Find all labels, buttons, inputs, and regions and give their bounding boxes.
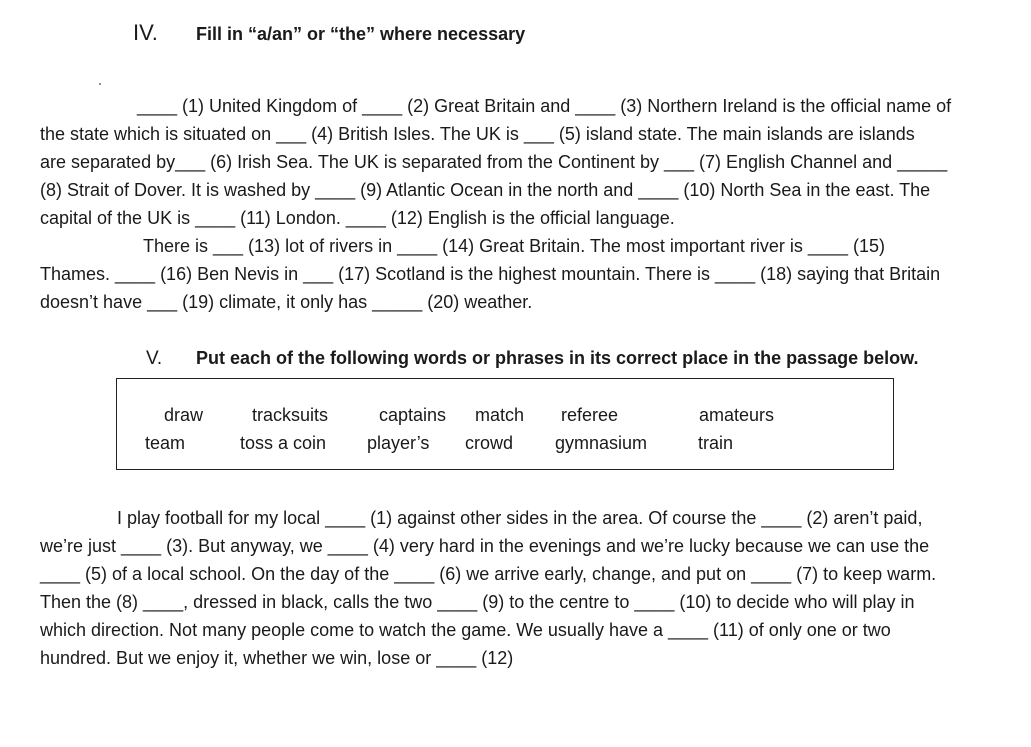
- section-5-line: we’re just ____ (3). But anyway, we ____ (4) very hard in the evenings and we’re lucky because we can use the: [40, 536, 930, 556]
- word-train: train: [698, 433, 734, 453]
- word-gymnasium: gymnasium: [555, 433, 648, 453]
- word-players: player’s: [367, 433, 430, 453]
- section-4-line: doesn’t have ___ (19) climate, it only has _____ (20) weather.: [40, 292, 533, 312]
- section-4-line: Thames. ____ (16) Ben Nevis in ___ (17) Scotland is the highest mountain. There is ____ (18) saying that Britain: [40, 264, 941, 284]
- section-4-line: (8) Strait of Dover. It is washed by ____ (9) Atlantic Ocean in the north and ____ (10) North Sea in the east. The: [40, 180, 931, 200]
- section-5-number: V.: [146, 348, 163, 369]
- word-box: [116, 378, 894, 470]
- section-4-number: IV.: [133, 20, 158, 45]
- section-4-title: Fill in “a/an” or “the” where necessary: [196, 24, 526, 44]
- word-toss-a-coin: toss a coin: [240, 433, 327, 453]
- word-match: match: [475, 405, 525, 425]
- section-5-line: hundred. But we enjoy it, whether we win, lose or ____ (12): [40, 648, 514, 668]
- stray-dot: [99, 83, 101, 85]
- section-4-line: the state which is situated on ___ (4) British Isles. The UK is ___ (5) island state. The main islands are islands: [40, 124, 915, 144]
- word-team: team: [145, 433, 186, 453]
- word-tracksuits: tracksuits: [252, 405, 329, 425]
- section-4-line: capital of the UK is ____ (11) London. ____ (12) English is the official language.: [40, 208, 675, 228]
- section-5-line: ____ (5) of a local school. On the day of the ____ (6) we arrive early, change, and put on ____ (7) to keep warm.: [40, 564, 937, 584]
- section-5-line: I play football for my local ____ (1) against other sides in the area. Of course the ____ (2) aren’t paid,: [117, 508, 923, 528]
- section-5-title: Put each of the following words or phrases in its correct place in the passage below.: [196, 348, 919, 368]
- word-amateurs: amateurs: [699, 405, 775, 425]
- section-4-line: ____ (1) United Kingdom of ____ (2) Great Britain and ____ (3) Northern Ireland is the official name of: [137, 96, 952, 116]
- word-referee: referee: [561, 405, 619, 425]
- section-5-line: Then the (8) ____, dressed in black, calls the two ____ (9) to the centre to ____ (10) to decide who will play in: [40, 592, 915, 612]
- word-captains: captains: [379, 405, 447, 425]
- word-crowd: crowd: [465, 433, 514, 453]
- section-5-line: which direction. Not many people come to watch the game. We usually have a ____ (11) of only one or two: [40, 620, 891, 640]
- section-4-line: are separated by___ (6) Irish Sea. The UK is separated from the Continent by ___ (7) English Channel and _____: [40, 152, 948, 172]
- word-draw: draw: [164, 405, 204, 425]
- section-4-line: There is ___ (13) lot of rivers in ____ (14) Great Britain. The most important river is ____ (15): [143, 236, 885, 256]
